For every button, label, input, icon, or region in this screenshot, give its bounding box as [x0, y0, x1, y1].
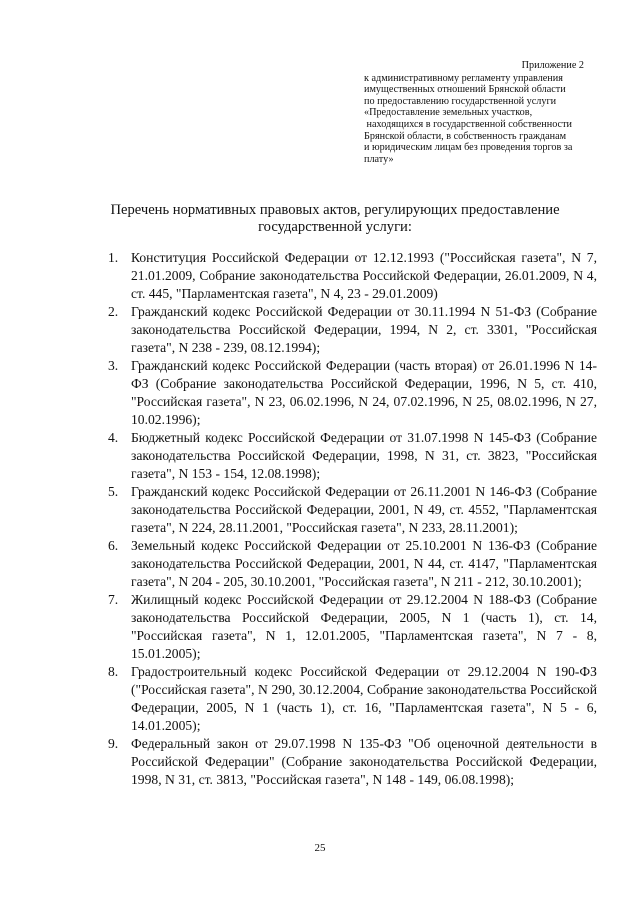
item-number: 9.	[108, 736, 119, 751]
item-number: 6.	[108, 538, 119, 553]
appendix-line: к административному регламенту управления	[364, 72, 563, 84]
document-title: Перечень нормативных правовых актов, регулирующих предоставление государственной услуги:	[110, 202, 560, 235]
list-item	[108, 663, 597, 735]
item-text: Гражданский кодекс Российской Федерации от 26.11.2001 N 146-ФЗ (Собрание законодательства Российской Федерации, 2001, N 49, ст. 4552, "Парламентская газета", N 224, 28.11.2001, "Российская газета", N 233, 28.11.2001);	[131, 484, 597, 535]
appendix-line: по предоставлению государственной услуги	[364, 95, 557, 107]
page-number: 25	[314, 842, 326, 854]
item-text: Бюджетный кодекс Российской Федерации от 31.07.1998 N 145-ФЗ (Собрание законодательства Российской Федерации, 1998, N 31, ст. 3823, "Российская газета", N 153 - 154, 12.08.1998);	[131, 430, 597, 481]
item-number: 8.	[108, 664, 119, 679]
appendix-line: «Предоставление земельных участков,	[364, 107, 533, 119]
appendix-header	[364, 60, 596, 165]
item-text: Жилищный кодекс Российской Федерации от 29.12.2004 N 188-ФЗ (Собрание законодательства Российской Федерации, 2005, N 1 (часть 1), ст. 14, "Российская газета", N 1, 12.01.2005, "Парламентская газета", N 7 - 8, 15.01.2005);	[131, 592, 597, 661]
list-item	[108, 429, 597, 483]
appendix-line: находящихся в государственной собственности	[364, 118, 572, 130]
appendix-title: Приложение 2	[521, 60, 584, 71]
appendix-line: имущественных отношений Брянской области	[364, 84, 566, 96]
item-text: Федеральный закон от 29.07.1998 N 135-ФЗ "Об оценочной деятельности в Российской Федерации" (Собрание законодательства Российской Федерации, 1998, N 31, ст. 3813, "Российская газета", N 148 - 149, 06.08.1998);	[131, 736, 597, 787]
list-item	[108, 537, 597, 591]
list-item	[108, 483, 597, 537]
list-item	[108, 357, 597, 429]
item-number: 4.	[108, 430, 119, 445]
list-item	[108, 249, 597, 303]
list-item	[108, 591, 597, 663]
item-number: 3.	[108, 358, 119, 373]
item-number: 5.	[108, 484, 119, 499]
item-text: Конституция Российской Федерации от 12.12.1993 ("Российская газета", N 7, 21.01.2009, Собрание законодательства Российской Федерации, 26.01.2009, N 4, ст. 445, "Парламентская газета", N 4, 23 - 29.01.2009)	[131, 250, 597, 301]
item-text: Гражданский кодекс Российской Федерации от 30.11.1994 N 51-ФЗ (Собрание законодательства Российской Федерации, 1994, N 2, ст. 3301, "Российская газета", N 238 - 239, 08.12.1994);	[131, 304, 597, 355]
item-number: 1.	[108, 250, 119, 265]
appendix-line: Брянской области, в собственность гражданам	[364, 130, 567, 142]
list-item	[108, 303, 597, 357]
appendix-line: плату»	[364, 153, 394, 165]
item-text: Земельный кодекс Российской Федерации от 25.10.2001 N 136-ФЗ (Собрание законодательства Российской Федерации, 2001, N 44, ст. 4147, "Парламентская газета", N 204 - 205, 30.10.2001, "Российская газета", N 211 - 212, 30.10.2001);	[131, 538, 597, 589]
item-number: 2.	[108, 304, 119, 319]
list-item	[108, 735, 597, 789]
item-text: Градостроительный кодекс Российской Федерации от 29.12.2004 N 190-ФЗ ("Российская газета", N 290, 30.12.2004, Собрание законодательства Российской Федерации, 2005, N 1 (часть 1), ст. 16, "Парламентская газета", N 5 - 6, 14.01.2005);	[131, 664, 597, 733]
item-number: 7.	[108, 592, 119, 607]
appendix-line: и юридическим лицам без проведения торгов за	[364, 142, 573, 154]
legal-acts-list	[108, 249, 597, 789]
item-text: Гражданский кодекс Российской Федерации (часть вторая) от 26.01.1996 N 14-ФЗ (Собрание законодательства Российской Федерации, 1996, N 5, ст. 410, "Российская газета", N 23, 06.02.1996, N 24, 07.02.1996, N 25, 08.02.1996, N 27, 10.02.1996);	[131, 358, 597, 427]
